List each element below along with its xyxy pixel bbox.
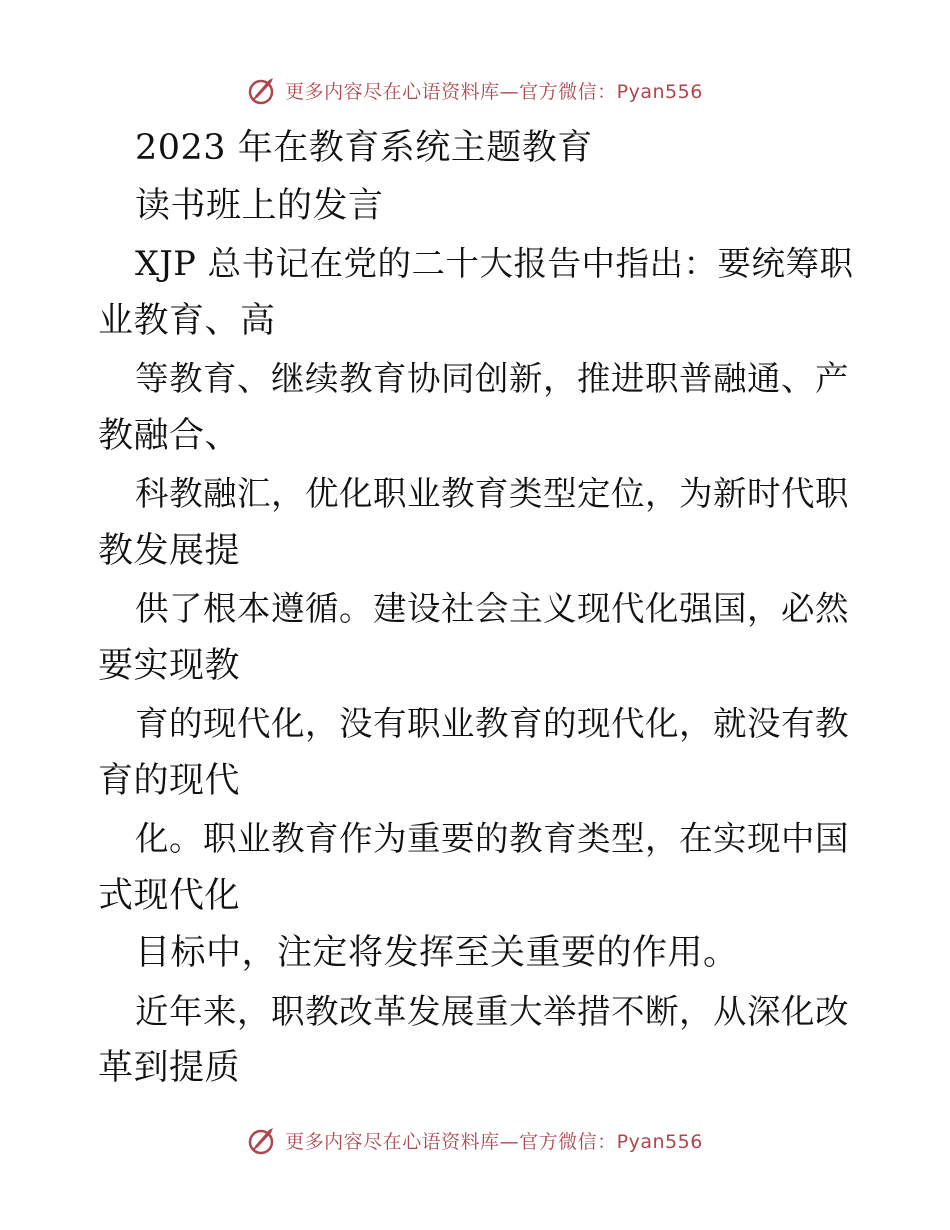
text-line: 化。职业教育作为重要的教育类型，在实现中国	[135, 819, 849, 858]
text-line: 供了根本遵循。建设社会主义现代化强国，必然	[135, 589, 849, 628]
watermark-text: 更多内容尽在心语资料库—官方微信：Pyan556	[285, 80, 703, 103]
text-line: 业教育、高	[98, 300, 276, 341]
text-line: 目标中，注定将发挥至关重要的作用。	[135, 933, 739, 973]
text-line: 科教融汇，优化职业教育类型定位，为新时代职	[135, 474, 849, 513]
text-line: 革到提质	[98, 1048, 241, 1088]
quill-circle-icon	[247, 1124, 279, 1156]
text-line: 教融合、	[98, 415, 241, 456]
text-line: 教发展提	[98, 530, 241, 571]
text-line: 要实现教	[98, 645, 241, 686]
watermark-header	[0, 70, 950, 110]
quill-circle-icon	[247, 74, 279, 106]
text-line: 育的现代化，没有职业教育的现代化，就没有教	[135, 704, 849, 743]
text-line: 2023 年在教育系统主题教育	[135, 128, 593, 168]
text-line: 育的现代	[98, 760, 241, 801]
watermark-footer	[0, 1120, 950, 1160]
text-line: 等教育、继续教育协同创新，推进职普融通、产	[135, 359, 849, 398]
text-line: XJP 总书记在党的二十大报告中指出：要统筹职	[135, 244, 854, 283]
text-line: 近年来，职教改革发展重大举措不断，从深化改	[135, 991, 849, 1031]
text-line: 读书班上的发言	[135, 185, 384, 226]
text-line: 式现代化	[98, 875, 241, 916]
watermark-text: 更多内容尽在心语资料库—官方微信：Pyan556	[285, 1130, 703, 1153]
document-body	[98, 120, 858, 1098]
